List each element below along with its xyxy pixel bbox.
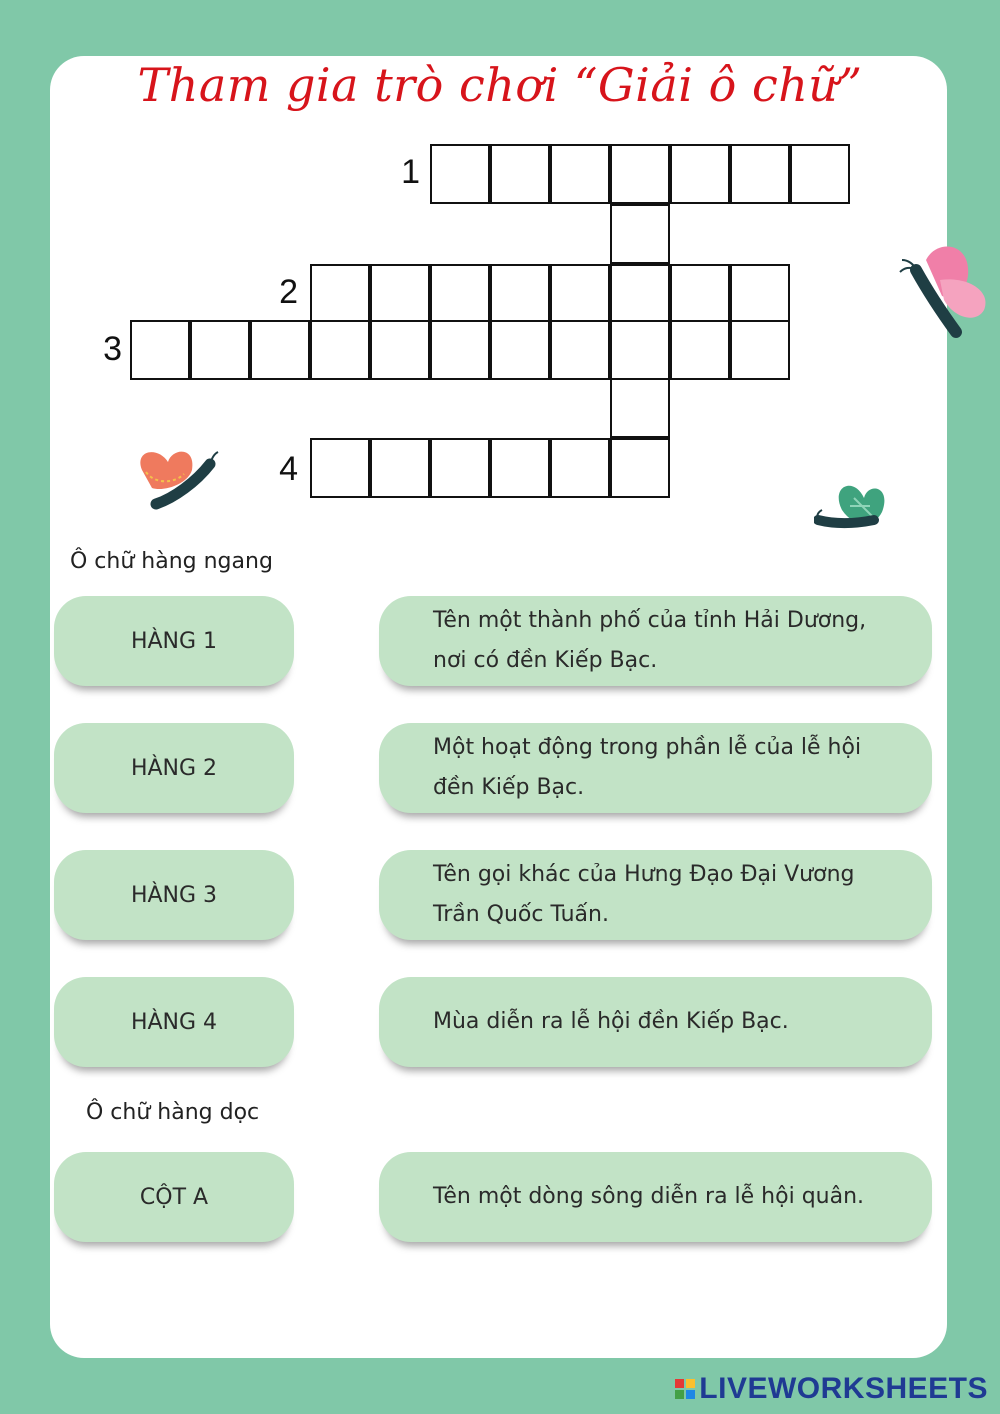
clue-label-row-2: HÀNG 2 [54, 723, 294, 813]
crossword-cell[interactable] [670, 144, 730, 204]
row-number-3: 3 [103, 330, 122, 368]
crossword-cell[interactable] [610, 378, 670, 438]
butterfly-icon [134, 440, 224, 515]
clue-text-row-4 [379, 977, 932, 1067]
crossword-cell[interactable] [610, 204, 670, 264]
clue-text-row-1 [379, 596, 932, 686]
clue-label-row-3: HÀNG 3 [54, 850, 294, 940]
row-number-1: 1 [401, 153, 420, 191]
crossword-cell[interactable] [730, 144, 790, 204]
clue-text-row-2 [379, 723, 932, 813]
clue-text-row-3 [379, 850, 932, 940]
horizontal-section-label: Ô chữ hàng ngang [70, 549, 273, 574]
clue-text: Tên một dòng sông diễn ra lễ hội quân. [433, 1184, 865, 1209]
crossword-cell[interactable] [610, 144, 670, 204]
crossword-cell[interactable] [550, 438, 610, 498]
crossword-cell[interactable] [130, 320, 190, 380]
crossword-cell[interactable] [790, 144, 850, 204]
vertical-section-label: Ô chữ hàng dọc [86, 1100, 260, 1125]
clue-text: Một hoạt động trong phần lễ của lễ hội đền Kiếp Bạc. [433, 735, 862, 800]
clue-text: Mùa diễn ra lễ hội đền Kiếp Bạc. [433, 1009, 789, 1034]
crossword-cell[interactable] [250, 320, 310, 380]
clue-label-row-1: HÀNG 1 [54, 596, 294, 686]
crossword-cell[interactable] [550, 264, 610, 324]
crossword-cell[interactable] [730, 320, 790, 380]
crossword-cell[interactable] [430, 264, 490, 324]
crossword-cell[interactable] [310, 264, 370, 324]
crossword-cell[interactable] [550, 144, 610, 204]
crossword-cell[interactable] [730, 264, 790, 324]
crossword-cell[interactable] [190, 320, 250, 380]
crossword-cell[interactable] [490, 320, 550, 380]
crossword-cell[interactable] [490, 144, 550, 204]
clue-text: Tên gọi khác của Hưng Đạo Đại Vương Trần Quốc Tuấn. [433, 862, 855, 927]
crossword-cell[interactable] [430, 320, 490, 380]
crossword-cell[interactable] [550, 320, 610, 380]
crossword-cell[interactable] [490, 264, 550, 324]
page-title: Tham gia trò chơi “Giải ô chữ” [137, 58, 863, 112]
crossword-cell[interactable] [370, 438, 430, 498]
liveworksheets-footer [675, 1372, 988, 1406]
row-number-2: 2 [279, 273, 298, 311]
crossword-cell[interactable] [370, 320, 430, 380]
crossword-cell[interactable] [430, 438, 490, 498]
clue-label-column-a: CỘT A [54, 1152, 294, 1242]
crossword-cell[interactable] [310, 320, 370, 380]
butterfly-icon [896, 240, 996, 340]
crossword-cell[interactable] [610, 320, 670, 380]
crossword-cell[interactable] [610, 264, 670, 324]
crossword-cell[interactable] [610, 438, 670, 498]
butterfly-icon [814, 476, 894, 542]
clue-label-row-4: HÀNG 4 [54, 977, 294, 1067]
crossword-cell[interactable] [490, 438, 550, 498]
clue-text-column-a [379, 1152, 932, 1242]
clue-text: Tên một thành phố của tỉnh Hải Dương, nơi có đền Kiếp Bạc. [433, 608, 867, 673]
liveworksheets-logo-icon [675, 1379, 695, 1399]
crossword-cell[interactable] [670, 264, 730, 324]
crossword-cell[interactable] [670, 320, 730, 380]
brand-name[interactable]: LIVEWORKSHEETS [699, 1372, 988, 1405]
crossword-cell[interactable] [430, 144, 490, 204]
row-number-4: 4 [279, 450, 298, 488]
crossword-cell[interactable] [370, 264, 430, 324]
crossword-cell[interactable] [310, 438, 370, 498]
